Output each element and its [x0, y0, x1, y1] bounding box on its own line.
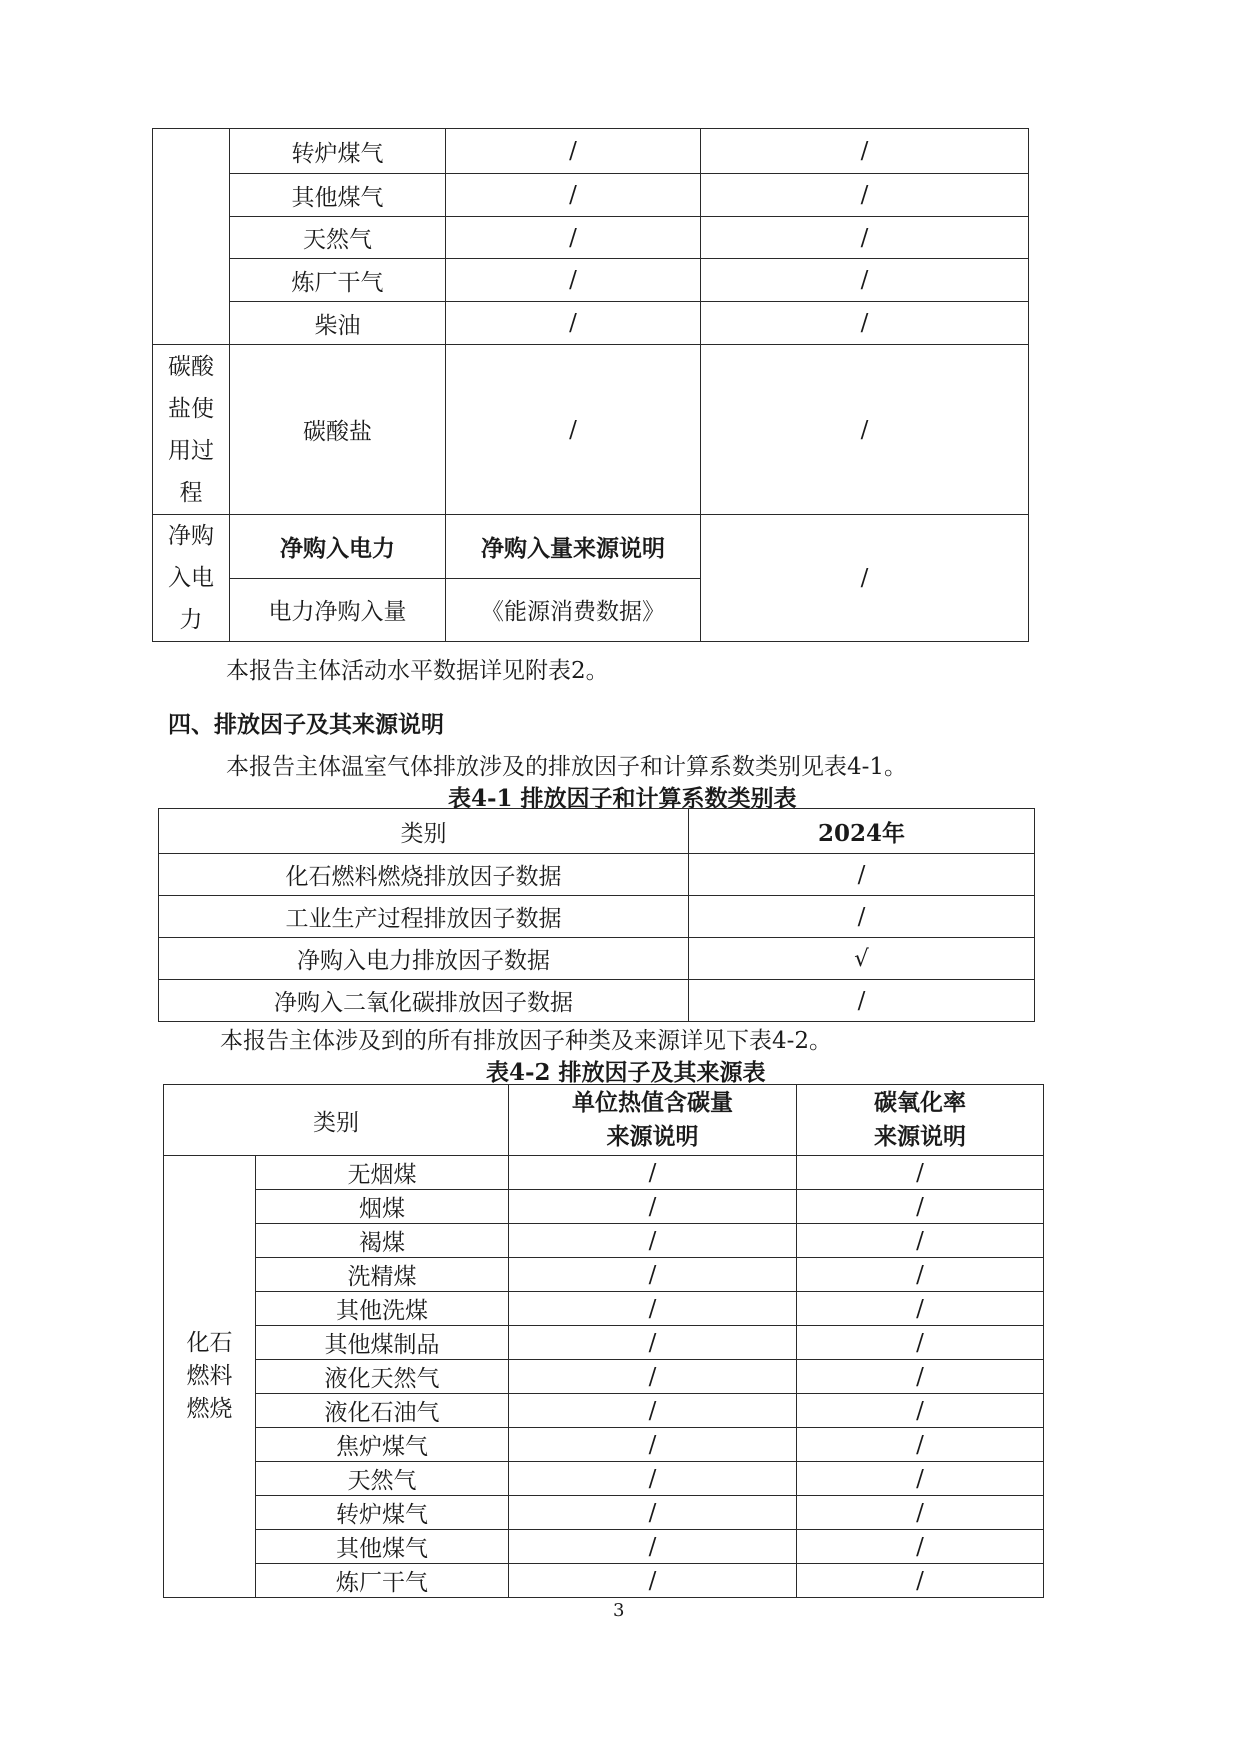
- row-name: 液化天然气: [256, 1360, 509, 1394]
- row-value: /: [701, 259, 1029, 302]
- row-value: /: [509, 1156, 797, 1190]
- paragraph: 本报告主体温室气体排放涉及的排放因子和计算系数类别见表4-1。: [226, 754, 908, 780]
- category-line: 用过: [168, 437, 214, 464]
- table-header-row: [164, 1085, 1044, 1156]
- row-value: /: [446, 129, 701, 174]
- row-value: √: [689, 938, 1035, 980]
- table-row: [164, 1462, 1044, 1496]
- row-name: 柴油: [230, 302, 446, 345]
- table-header-row: [159, 809, 1035, 854]
- row-name: 天然气: [230, 217, 446, 259]
- header-line: 单位热值含碳量: [572, 1089, 733, 1116]
- row-value: /: [446, 217, 701, 259]
- category-line: 碳酸: [168, 353, 214, 380]
- table-row: [164, 1224, 1044, 1258]
- table-row: [153, 129, 1029, 174]
- table-row: [159, 980, 1035, 1022]
- row-value: /: [797, 1428, 1044, 1462]
- row-name: 工业生产过程排放因子数据: [159, 896, 689, 938]
- page-number: 3: [613, 1600, 625, 1621]
- row-name: 褐煤: [256, 1224, 509, 1258]
- row-value: /: [701, 345, 1029, 515]
- table-row: [164, 1258, 1044, 1292]
- row-name: 净购入电力: [230, 515, 446, 579]
- row-name: 炼厂干气: [256, 1564, 509, 1598]
- row-value: /: [797, 1190, 1044, 1224]
- section-heading: 四、排放因子及其来源说明: [168, 711, 444, 738]
- table-row: [153, 217, 1029, 259]
- category-line: 入电: [168, 565, 214, 591]
- row-value: /: [701, 302, 1029, 345]
- row-value: /: [509, 1190, 797, 1224]
- row-value: /: [446, 174, 701, 217]
- row-value: /: [797, 1258, 1044, 1292]
- table-row: [164, 1496, 1044, 1530]
- row-name: 转炉煤气: [230, 129, 446, 174]
- column-header: [509, 1085, 797, 1156]
- table-row: [164, 1156, 1044, 1190]
- table-row: [164, 1564, 1044, 1598]
- row-name: 烟煤: [256, 1190, 509, 1224]
- table-row: [164, 1428, 1044, 1462]
- row-value: /: [446, 259, 701, 302]
- row-name: 净购入二氧化碳排放因子数据: [159, 980, 689, 1022]
- table-row: [153, 345, 1029, 515]
- row-name: 其他煤气: [230, 174, 446, 217]
- row-value: /: [797, 1530, 1044, 1564]
- category-cell-electricity: [153, 515, 230, 642]
- category-cell-carbonate: [153, 345, 230, 515]
- row-value: /: [797, 1564, 1044, 1598]
- activity-table: [152, 128, 1029, 642]
- header-line: 来源说明: [874, 1123, 966, 1150]
- row-value: /: [509, 1394, 797, 1428]
- row-name: 液化石油气: [256, 1394, 509, 1428]
- row-value: /: [509, 1224, 797, 1258]
- row-name: 碳酸盐: [230, 345, 446, 515]
- row-value: /: [689, 854, 1035, 896]
- row-value: /: [701, 515, 1029, 642]
- row-name: 其他洗煤: [256, 1292, 509, 1326]
- row-value: /: [689, 896, 1035, 938]
- table-row: [164, 1292, 1044, 1326]
- category-line: 程: [179, 479, 203, 506]
- column-header: 类别: [159, 809, 689, 854]
- row-name: 电力净购入量: [230, 578, 446, 642]
- row-value: /: [446, 302, 701, 345]
- table-caption: 表4-2 排放因子及其来源表: [486, 1059, 766, 1086]
- row-value: /: [509, 1258, 797, 1292]
- row-name: 天然气: [256, 1462, 509, 1496]
- row-name: 净购入电力排放因子数据: [159, 938, 689, 980]
- row-value: /: [797, 1224, 1044, 1258]
- category-line: 力: [179, 607, 203, 633]
- row-value: /: [797, 1394, 1044, 1428]
- table-row: [159, 854, 1035, 896]
- row-value: /: [797, 1462, 1044, 1496]
- paragraph: 本报告主体活动水平数据详见附表2。: [226, 658, 609, 684]
- row-value: /: [509, 1292, 797, 1326]
- row-value: /: [797, 1156, 1044, 1190]
- row-name: 焦炉煤气: [256, 1428, 509, 1462]
- row-name: 洗精煤: [256, 1258, 509, 1292]
- header-line: 碳氧化率: [874, 1089, 966, 1116]
- row-name: 炼厂干气: [230, 259, 446, 302]
- category-line: 燃烧: [186, 1396, 233, 1422]
- row-value: 《能源消费数据》: [446, 578, 701, 642]
- table-row: [159, 938, 1035, 980]
- category-line: 盐使: [168, 395, 214, 422]
- row-value: /: [701, 174, 1029, 217]
- row-name: 转炉煤气: [256, 1496, 509, 1530]
- row-value: /: [797, 1360, 1044, 1394]
- row-name: 无烟煤: [256, 1156, 509, 1190]
- row-value: /: [701, 129, 1029, 174]
- category-cell-fossil-fuel: [164, 1156, 256, 1598]
- row-name: 化石燃料燃烧排放因子数据: [159, 854, 689, 896]
- row-value: /: [509, 1496, 797, 1530]
- category-cell-fossil: [153, 129, 230, 345]
- row-value: /: [797, 1326, 1044, 1360]
- category-line: 化石: [186, 1330, 233, 1356]
- column-header: 净购入量来源说明: [446, 515, 701, 579]
- paragraph: 本报告主体涉及到的所有排放因子种类及来源详见下表4-2。: [220, 1028, 833, 1054]
- table-row: [159, 896, 1035, 938]
- row-value: /: [701, 217, 1029, 259]
- table-row: [164, 1326, 1044, 1360]
- table-row: [164, 1530, 1044, 1564]
- table-row: [153, 515, 1029, 579]
- table-row: [164, 1190, 1044, 1224]
- table-row: [153, 259, 1029, 302]
- column-header: 类别: [164, 1085, 509, 1156]
- row-value: /: [797, 1292, 1044, 1326]
- row-value: /: [509, 1428, 797, 1462]
- table-caption: 表4-1 排放因子和计算系数类别表: [448, 785, 797, 812]
- header-line: 来源说明: [606, 1123, 699, 1150]
- row-value: /: [509, 1530, 797, 1564]
- column-header: [797, 1085, 1044, 1156]
- row-value: /: [509, 1326, 797, 1360]
- row-value: /: [509, 1564, 797, 1598]
- row-value: /: [689, 980, 1035, 1022]
- table-row: [153, 302, 1029, 345]
- row-value: /: [797, 1496, 1044, 1530]
- emission-factor-source-table: [163, 1084, 1044, 1598]
- row-value: /: [509, 1360, 797, 1394]
- table-row: [164, 1360, 1044, 1394]
- row-value: /: [509, 1462, 797, 1496]
- column-header: 2024年: [689, 809, 1035, 854]
- row-name: 其他煤制品: [256, 1326, 509, 1360]
- row-name: 其他煤气: [256, 1530, 509, 1564]
- category-line: 净购: [168, 523, 214, 549]
- row-value: /: [446, 345, 701, 515]
- emission-factor-category-table: [158, 808, 1035, 1022]
- category-line: 燃料: [186, 1363, 233, 1389]
- table-row: [153, 174, 1029, 217]
- table-row: [164, 1394, 1044, 1428]
